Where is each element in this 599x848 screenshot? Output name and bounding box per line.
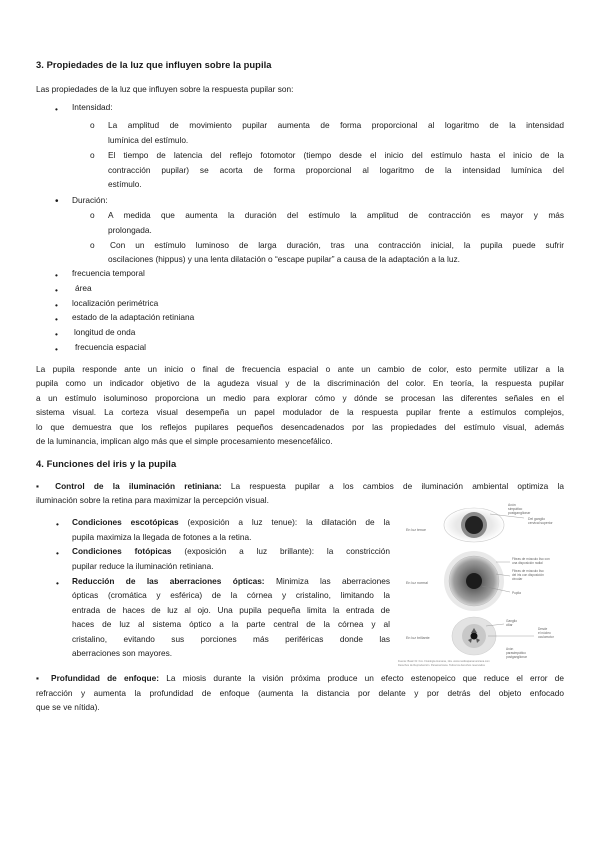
bullet-icon: • bbox=[55, 300, 58, 310]
bullet-icon: • bbox=[55, 344, 58, 354]
bullet-icon: • bbox=[55, 314, 58, 324]
figure-label: Desde bbox=[538, 627, 548, 631]
figure-label: simpático bbox=[508, 507, 523, 511]
fotopicas-text: (exposición a luz brillante): la constricción bbox=[184, 546, 390, 556]
figure-label: En luz normal bbox=[406, 581, 428, 585]
figure-label: ciliar bbox=[506, 623, 513, 627]
aberraciones-line3: entrada de haces de luz al ojo. Una pupila pequeña limita la entrada de bbox=[72, 605, 390, 615]
duracion-sub1-line2: prolongada. bbox=[108, 225, 152, 235]
paragraph-line: de la luminancia, implican algo más que el simple procesamiento mesencefálico. bbox=[36, 436, 333, 446]
figure-label: oculomotor bbox=[538, 635, 554, 639]
list-item: frecuencia espacial bbox=[75, 342, 147, 352]
paragraph-line: lo que demuestra que los reflejos pupilares pequeños desencadenados por las propiedades del estímulo visual, además bbox=[36, 422, 564, 432]
aberraciones-line6: aberraciones son mayores. bbox=[72, 648, 173, 658]
aberraciones-text: Minimiza las aberraciones bbox=[275, 576, 390, 586]
section-4-heading: 4. Funciones del iris y la pupila bbox=[36, 458, 177, 469]
intensidad-sub2-line2: contracción pupilar) se acorta de forma proporcional al logaritmo de la intensidad lumínica del bbox=[108, 165, 564, 175]
circle-bullet-icon: o bbox=[90, 210, 95, 220]
duracion-sub2-line2: oscilaciones (hippus) y una lenta dilatación o “escape pupilar” a causa de la adaptación a la luz. bbox=[108, 254, 460, 264]
aberraciones-line4: haces de luz al sistema óptico a la parte central de la córnea y al bbox=[72, 619, 390, 629]
aberraciones-line1 bbox=[72, 574, 390, 589]
bullet-icon: • bbox=[56, 578, 59, 588]
escotopicas-text: (exposición a luz tenue): la dilatación de la bbox=[187, 517, 390, 527]
aberraciones-line5: cristalino, evitando sus porciones más periféricas donde las bbox=[72, 634, 390, 644]
bullet-icon: • bbox=[56, 519, 59, 529]
square-bullet-icon: ▪ bbox=[36, 481, 46, 491]
aberraciones-line2: ópticas (cromática y esférica) de la córnea y cristalino, limitando la bbox=[72, 590, 390, 600]
aberraciones-title: Reducción de las aberraciones ópticas: bbox=[72, 576, 265, 586]
escotopicas-line2: pupila maximiza la llegada de fotones a la retina. bbox=[72, 532, 252, 542]
square-bullet-icon: ▪ bbox=[36, 673, 44, 683]
profundidad-text: La miosis durante la visión próxima produce un efecto estenopeico que reduce el error de bbox=[166, 673, 564, 683]
duracion-label: Duración: bbox=[72, 195, 108, 205]
figure-label: postganglionar bbox=[506, 655, 527, 659]
figure-label: una disposición radial bbox=[512, 561, 543, 565]
fotopicas-line1 bbox=[72, 544, 390, 559]
bullet-icon: • bbox=[55, 104, 58, 114]
intensidad-sub1-line2: lumínica del estímulo. bbox=[108, 135, 189, 145]
escotopicas-title: Condiciones escotópicas bbox=[72, 517, 179, 527]
figure-label: Fibras de músculo liso con bbox=[512, 557, 550, 561]
list-item: localización perimétrica bbox=[72, 298, 159, 308]
eye-bright-light bbox=[452, 617, 534, 655]
intensidad-sub1-line1: La amplitud de movimiento pupilar aumenta de forma proporcional al logaritmo de la intensidad bbox=[108, 120, 564, 130]
iris-pupil-figure bbox=[396, 500, 566, 668]
bullet-icon: • bbox=[55, 196, 59, 207]
intensidad-label: Intensidad: bbox=[72, 102, 113, 112]
circle-bullet-icon: o bbox=[90, 120, 95, 130]
intensidad-sub2-line1: El tiempo de latencia del reflejo fotomotor (tiempo desde el inicio del estímulo hasta el inicio de la bbox=[108, 150, 564, 160]
list-item: área bbox=[75, 283, 92, 293]
figure-label: Ganglio bbox=[506, 619, 517, 623]
bullet-icon: • bbox=[55, 270, 58, 280]
eye-normal-light bbox=[444, 551, 510, 611]
escotopicas-line1 bbox=[72, 515, 390, 530]
control-line1 bbox=[36, 479, 564, 494]
figure-label: del iris con disposición bbox=[512, 573, 544, 577]
circle-bullet-icon: o bbox=[90, 240, 95, 250]
bullet-icon: • bbox=[55, 285, 58, 295]
figure-credit: Fuente: Basic Dr. Fox. Fisiología Humana, 12a. www.medicapanamericana.com bbox=[398, 660, 490, 663]
duracion-sub2-line1: Con un estímulo luminoso de larga duración, tras una contracción inicial, la pupila puede sufrir bbox=[110, 240, 564, 250]
paragraph-line: La pupila responde ante un inicio o final de frecuencia espacial o ante un cambio de color, esto permite utilizar a la bbox=[36, 364, 564, 374]
figure-label: parasimpático bbox=[506, 651, 526, 655]
profundidad-line2: refracción y aumenta la profundidad de enfoque (aumenta la distancia por delante y por detrás del objeto enfocado bbox=[36, 688, 564, 698]
figure-label: Pupila bbox=[512, 591, 521, 595]
bullet-icon: • bbox=[55, 329, 58, 339]
section-3-intro: Las propiedades de la luz que influyen sobre la respuesta pupilar son: bbox=[36, 84, 294, 94]
figure-label: cervical superior bbox=[528, 521, 553, 525]
profundidad-line3: que se ve nítida). bbox=[36, 702, 100, 712]
duracion-sub1-line1: A medida que aumenta la duración del estímulo la amplitud de contracción es mayor y más bbox=[108, 210, 564, 220]
figure-label: En luz tenue bbox=[406, 528, 426, 532]
figure-label: Axón bbox=[508, 503, 516, 507]
figure-label: Axón bbox=[506, 647, 514, 651]
profundidad-line1 bbox=[36, 671, 564, 686]
list-item: frecuencia temporal bbox=[72, 268, 145, 278]
bullet-icon: • bbox=[56, 548, 59, 558]
profundidad-title: Profundidad de enfoque: bbox=[51, 673, 160, 683]
figure-label: circular bbox=[512, 577, 523, 581]
list-item: estado de la adaptación retiniana bbox=[72, 312, 195, 322]
figure-credit: Derechos de Reproducción. Panamericana. Todos los derechos reservados bbox=[398, 664, 485, 667]
control-title: Control de la iluminación retiniana: bbox=[55, 481, 222, 491]
control-line2: iluminación sobre la retina para maximizar la percepción visual. bbox=[36, 495, 269, 505]
figure-label: el núcleo bbox=[538, 631, 551, 635]
figure-label: Del ganglio bbox=[528, 517, 545, 521]
fotopicas-line2: pupilar reduce la iluminación retiniana. bbox=[72, 561, 214, 571]
section-3-heading: 3. Propiedades de la luz que influyen sobre la pupila bbox=[36, 59, 272, 70]
list-item: longitud de onda bbox=[74, 327, 136, 337]
control-text: La respuesta pupilar a los cambios de iluminación ambiental optimiza la bbox=[230, 481, 564, 491]
fotopicas-title: Condiciones fotópicas bbox=[72, 546, 172, 556]
figure-label: Fibras de músculo liso bbox=[512, 569, 544, 573]
intensidad-sub2-line3: estímulo. bbox=[108, 179, 142, 189]
paragraph-line: sistema visual. La corteza visual desempeña un papel modulador de la respuesta pupilar frente a estímulos complejos, bbox=[36, 407, 564, 417]
paragraph-line: a un estímulo isoluminoso proporciona un medio para explorar cómo y dónde se procesan las diferentes señales en el bbox=[36, 393, 564, 403]
circle-bullet-icon: o bbox=[90, 150, 95, 160]
paragraph-line: pupila como un indicador objetivo de la agudeza visual y de la discriminación del color. En teoría, la respuesta pupilar bbox=[36, 378, 564, 388]
figure-label: En luz brillante bbox=[406, 636, 430, 640]
figure-label: postganglionar bbox=[508, 511, 531, 515]
